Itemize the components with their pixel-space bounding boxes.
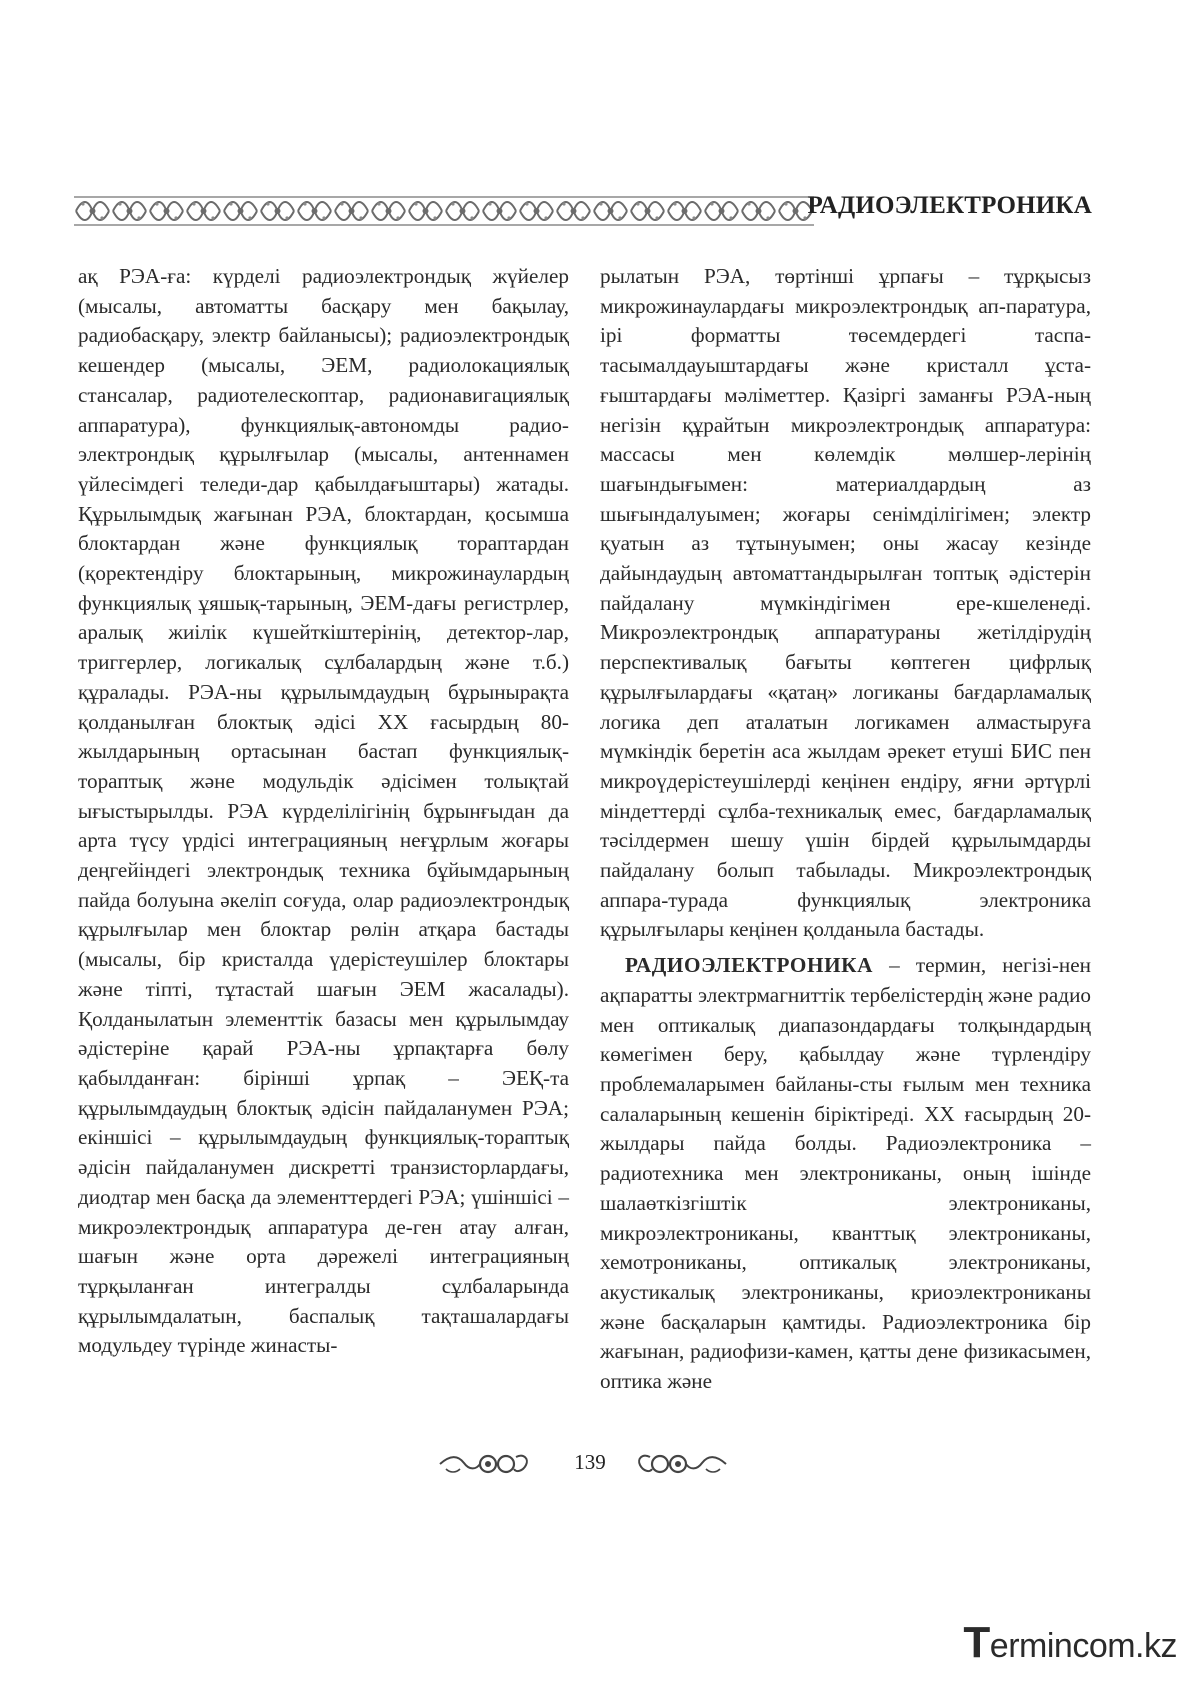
entry-definition: – термин, негізі-нен ақпаратты электрмагниттік тербелістердің және радио мен оптикалық диапазондардағы толқындардың көмегімен беру, қабылдау және түрлендіру проблемаларымен байланы-сты ғылым мен техника салаларының кешенін біріктіреді. ХХ ғасырдың 20-жылдары пайда болды. Радиоэлектроника – радиотехника мен электрониканы, оның ішінде шалаөткізгіштік электрониканы, микроэлектрониканы, кванттық электрониканы, хемотрониканы, оптикалық электрониканы, акустикалық электрониканы, криоэлектрониканы және басқаларын қамтиды. Радиоэлектроника бір жағынан, радиофизи-камен, қатты дене физикасымен, оптика және — [600, 953, 1091, 1394]
page-footer — [0, 1447, 1191, 1483]
footer-left-ornament-icon — [436, 1451, 532, 1477]
footer-right-ornament-icon — [634, 1451, 730, 1477]
running-title: РАДИОЭЛЕКТРОНИКА — [807, 192, 1092, 219]
watermark-letter: T — [963, 1618, 990, 1667]
right-column-paragraph-2 — [600, 951, 1091, 1397]
left-column — [78, 262, 569, 1361]
entry-term: РАДИОЭЛЕКТРОНИКА — [625, 953, 874, 978]
site-watermark — [963, 1618, 1177, 1668]
page-number: 139 — [574, 1450, 606, 1474]
right-column-paragraph-1: рылатын РЭА, төртінші ұрпағы – тұрқысыз микрожинаулардағы микроэлектрондық ап-паратура, ірі форматты төсемдердегі таспа-тасымалдауыштардағы және кристалл ұста-ғыштардағы мәліметтер. Қазіргі заманғы РЭА-ның негізін құрайтын микроэлектрондық аппаратура: массасы мен көлемдік мөлшер-лерінің шағындығымен: материалдардың аз шығындалуымен; жоғары сенімділігімен; электр қуатын аз тұтынуымен; оны жасау кезінде дайындаудың автоматтандырылған топтық әдістерін пайдалану мүмкіндігімен ере-кшеленеді. Микроэлектрондық аппаратураны жетілдірудің перспективалық бағыты көптеген цифрлық құрылғылардағы «қатаң» логиканы бағдарламалық логика деп аталатын логикамен алмастыруға мүмкіндік беретін аса жылдам әрекет етуші БИС пен микроүдерістеушілерді кеңінен ендіру, яғни әртүрлі міндеттерді сұлба-техникалық емес, бағдарламалық тәсілдермен шешу үшін бірдей құрылымдарды пайдалану болып табылады. Микроэлектрондық аппара-турада функциялық электроника құрылғылары кеңінен қолданыла бастады. — [600, 264, 1091, 942]
header-ornament-icon — [74, 196, 814, 226]
right-column — [600, 262, 1091, 1397]
watermark-text: ermincom.kz — [989, 1627, 1177, 1665]
left-column-text: ақ РЭА-ға: күрделі радиоэлектрондық жүйелер (мысалы, автоматты басқару мен бақылау, радиобасқару, электр байланысы); радиоэлектрондық кешендер (мысалы, ЭЕМ, радиолокациялық стансалар, радиотелескоптар, радионавигациялық аппаратура), функциялық-автономды радио-электрондық құрылғылар (мысалы, антеннамен үйлесімдегі теледи-дар қабылдағыштары) жатады. Құрылымдық жағынан РЭА, блоктардан, қосымша блоктардан және функциялық тораптардан (қоректендіру блоктарының, микрожинаулардың функциялық ұяшық-тарының, ЭЕМ-дағы регистрлер, аралық жиілік күшейткіштерінің, детектор-лар, триггерлер, логикалық сұлбалардың және т.б.) құралады. РЭА-ны құрылымдаудың бұрынырақта қолданылған блоктық әдісі ХХ ғасырдың 80-жылдарының ортасынан бастап функциялық-тораптық және модульдік әдісімен толықтай ығыстырылды. РЭА күрделілігінің бұрынғыдан да арта түсу үрдісі интеграцияның неғұрлым жоғары деңгейіндегі электрондық техника бұйымдарының пайда болуына әкеліп соғуда, олар радиоэлектрондық құрылғылар мен блоктар рөлін атқара бастады (мысалы, бір кристалда үдерістеушілер блоктары және тіпті, тұтастай шағын ЭЕМ жасалады). Қолданылатын элементтік базасы мен құрылымдау әдістеріне қарай РЭА-ны ұрпақтарға бөлу қабылданған: бірінші ұрпақ – ЭЕҚ-та құрылымдаудың блоктық әдісін пайдаланумен РЭА; екіншісі – құрылымдаудың функциялық-тораптық әдісін пайдаланумен дискретті транзисторлардағы, диодтар мен басқа да элементтердегі РЭА; үшіншісі – микроэлектрондық аппаратура де-ген атау алған, шағын және орта дәрежелі интеграцияның тұрқыланған интегралды сұлбаларында құрылымдалатын, баспалық тақташалардағы модульдеу түрінде жинасты- — [78, 264, 569, 1358]
page-header — [74, 192, 1092, 228]
